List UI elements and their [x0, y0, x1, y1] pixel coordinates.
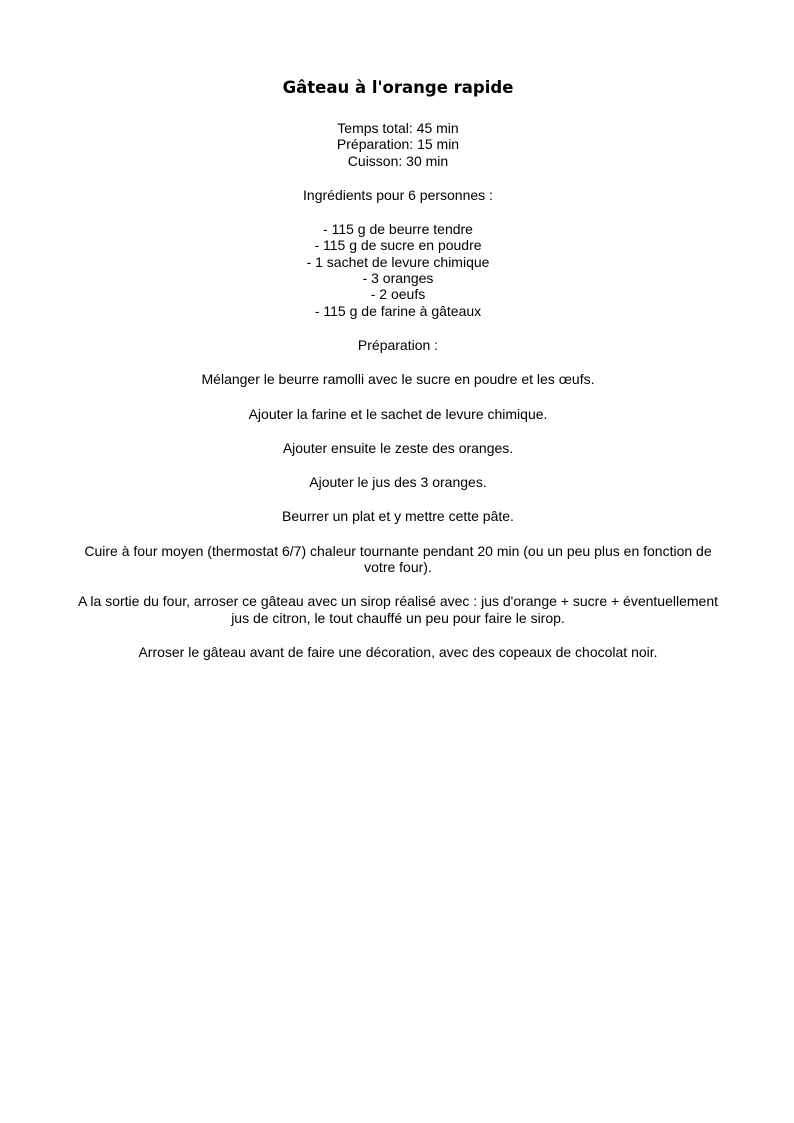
- preparation-step: Mélanger le beurre ramolli avec le sucre en poudre et les œufs.: [201, 371, 595, 388]
- preparation-step: Ajouter ensuite le zeste des oranges.: [282, 439, 514, 456]
- ingredient-item: - 3 oranges: [362, 270, 434, 287]
- ingredient-item: - 2 oeufs: [370, 286, 426, 303]
- total-time: Temps total: 45 min: [337, 120, 459, 136]
- cooking-time: Cuisson: 30 min: [347, 152, 449, 169]
- preparation-step: A la sortie du four, arroser ce gâteau avec un sirop réalisé avec : jus d'orange + sucre + éventuellement jus de citron, le tout chauffé un peu pour faire le sirop.: [77, 593, 719, 626]
- ingredient-item: - 115 g de beurre tendre: [323, 221, 473, 238]
- preparation-heading: Préparation :: [357, 336, 439, 353]
- preparation-step: Arroser le gâteau avant de faire une décoration, avec des copeaux de chocolat noir.: [138, 643, 658, 660]
- ingredient-item: - 1 sachet de levure chimique: [306, 253, 490, 270]
- preparation-step: Beurrer un plat et y mettre cette pâte.: [282, 508, 514, 525]
- preparation-step: Cuire à four moyen (thermostat 6/7) chaleur tournante pendant 20 min (ou un peu plus en fonction de votre four).: [84, 542, 712, 576]
- recipe-times: [76, 120, 720, 169]
- ingredients-list: [76, 221, 720, 319]
- ingredient-item: - 115 g de sucre en poudre: [314, 237, 482, 254]
- preparation-step: Ajouter la farine et le sachet de levure chimique.: [248, 405, 548, 422]
- preparation-step: Ajouter le jus des 3 oranges.: [309, 474, 487, 491]
- preparation-time: Préparation: 15 min: [336, 136, 460, 153]
- recipe-document: [76, 78, 720, 678]
- ingredients-heading: Ingrédients pour 6 personnes :: [303, 186, 493, 203]
- recipe-title: Gâteau à l'orange rapide: [282, 78, 514, 97]
- ingredient-item: - 115 g de farine à gâteaux: [314, 302, 482, 319]
